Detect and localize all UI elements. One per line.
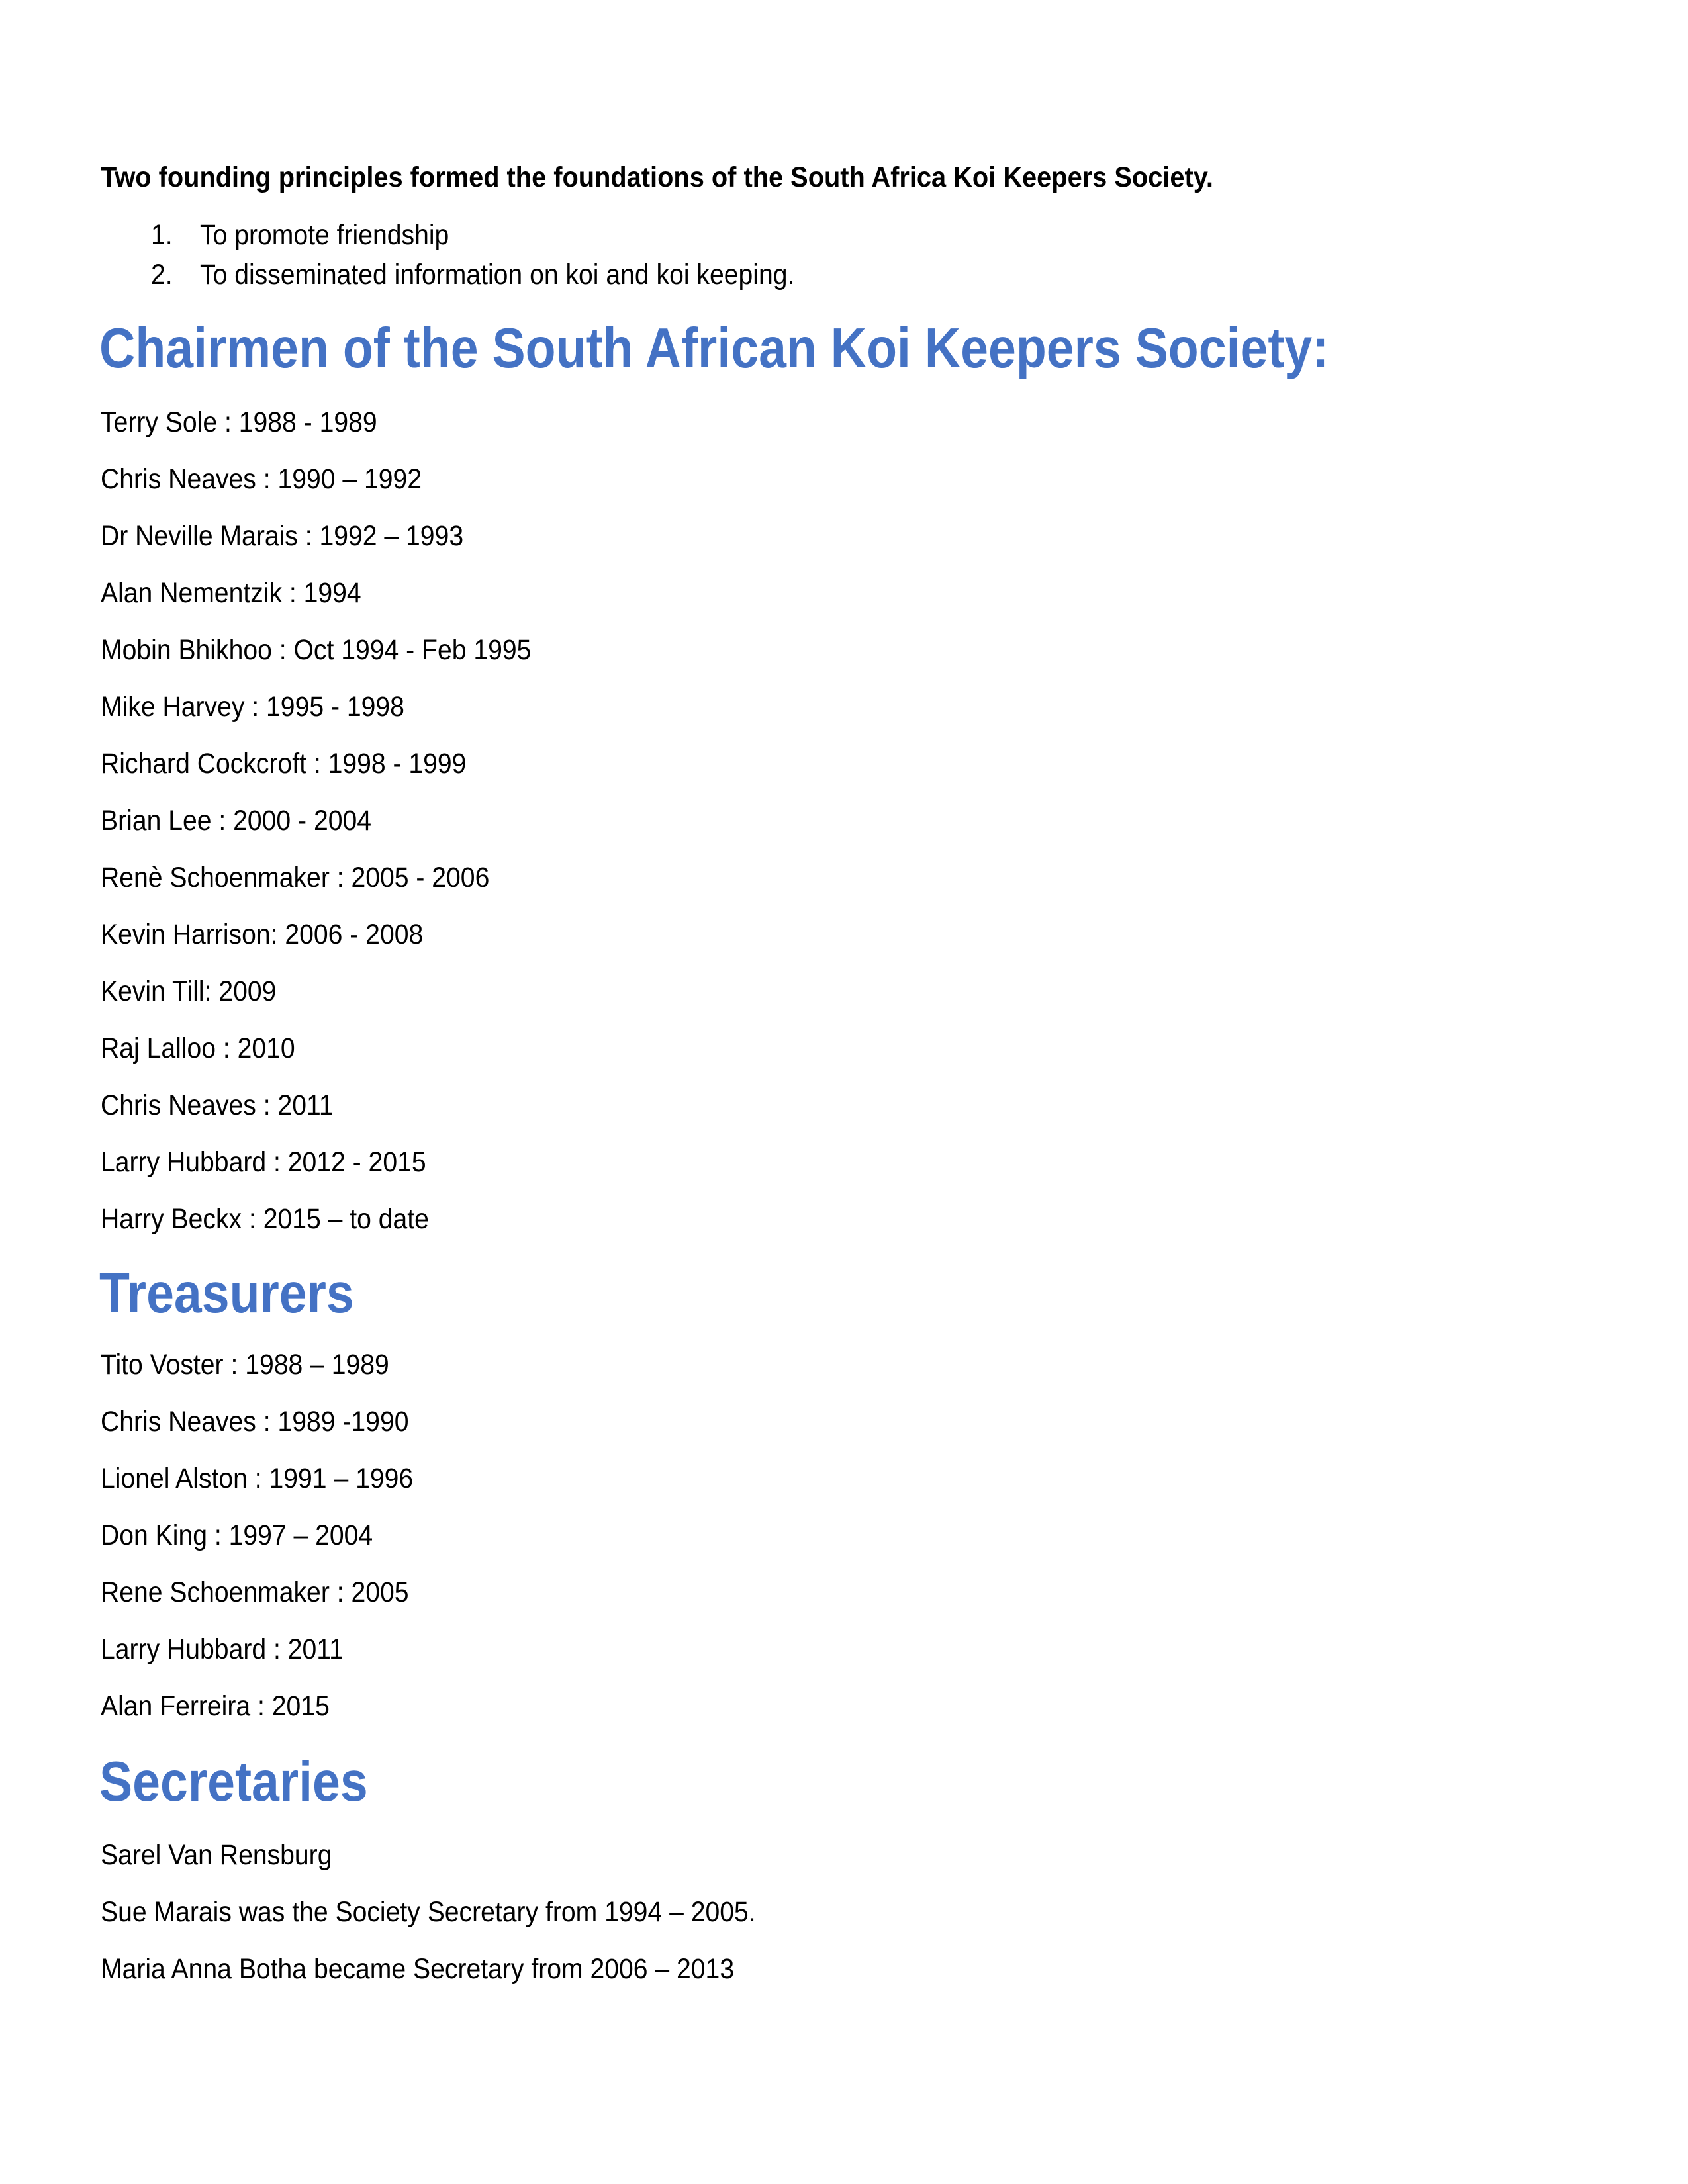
- list-item: Mike Harvey : 1995 - 1998: [101, 691, 404, 723]
- secretaries-heading: Secretaries: [99, 1751, 368, 1813]
- list-item: Alan Ferreira : 2015: [101, 1690, 330, 1722]
- list-item: Kevin Harrison: 2006 - 2008: [101, 919, 424, 950]
- list-item: Don King : 1997 – 2004: [101, 1520, 373, 1551]
- list-item: To disseminated information on koi and koi keeping.: [200, 259, 795, 291]
- list-item: Larry Hubbard : 2012 - 2015: [101, 1146, 426, 1178]
- list-item: Harry Beckx : 2015 – to date: [101, 1203, 429, 1235]
- list-item: Chris Neaves : 2011: [101, 1089, 334, 1121]
- list-item: Terry Sole : 1988 - 1989: [101, 406, 377, 438]
- list-number: 2.: [151, 259, 173, 291]
- intro-text: Two founding principles formed the foundations of the South Africa Koi Keepers Society.: [101, 161, 1213, 193]
- treasurers-heading: Treasurers: [99, 1262, 354, 1325]
- list-item: Lionel Alston : 1991 – 1996: [101, 1463, 414, 1494]
- list-item: Brian Lee : 2000 - 2004: [101, 805, 372, 837]
- list-item: Rene Schoenmaker : 2005: [101, 1576, 409, 1608]
- list-item: Tito Voster : 1988 – 1989: [101, 1349, 389, 1381]
- list-item: Raj Lalloo : 2010: [101, 1032, 295, 1064]
- list-item: Sarel Van Rensburg: [101, 1839, 332, 1871]
- list-item: To promote friendship: [200, 219, 449, 251]
- list-item: Maria Anna Botha became Secretary from 2006 – 2013: [101, 1953, 735, 1985]
- list-number: 1.: [151, 219, 173, 251]
- list-item: Mobin Bhikhoo : Oct 1994 - Feb 1995: [101, 634, 532, 666]
- list-item: Chris Neaves : 1989 -1990: [101, 1406, 409, 1437]
- list-item: Kevin Till: 2009: [101, 976, 277, 1007]
- list-item: Larry Hubbard : 2011: [101, 1633, 344, 1665]
- list-item: Sue Marais was the Society Secretary from 1994 – 2005.: [101, 1896, 756, 1928]
- list-item: Richard Cockcroft : 1998 - 1999: [101, 748, 467, 780]
- list-item: Dr Neville Marais : 1992 – 1993: [101, 520, 464, 552]
- list-item: Alan Nementzik : 1994: [101, 577, 361, 609]
- list-item: Renè Schoenmaker : 2005 - 2006: [101, 862, 490, 893]
- list-item: Chris Neaves : 1990 – 1992: [101, 463, 422, 495]
- chairmen-heading: Chairmen of the South African Koi Keepers Society:: [99, 317, 1329, 380]
